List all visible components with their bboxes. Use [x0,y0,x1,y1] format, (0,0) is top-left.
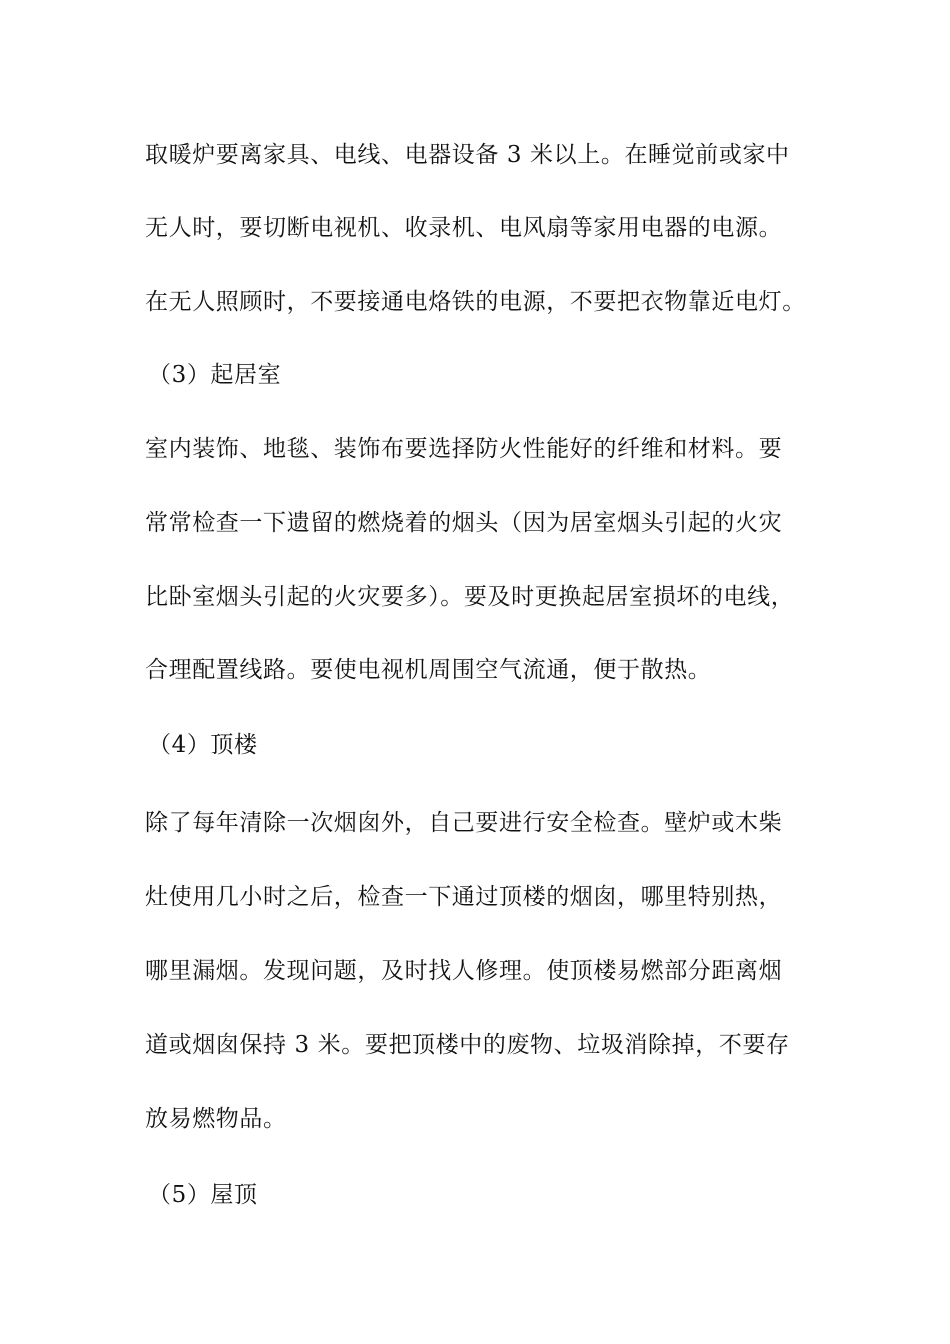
text-line: 比卧室烟头引起的火灾要多）。要及时更换起居室损坏的电线， [145,584,795,610]
text-line: 在无人照顾时，不要接通电烙铁的电源，不要把衣物靠近电灯。 [145,289,806,315]
text-line: 常常检查一下遗留的燃烧着的烟头（因为居室烟头引起的火灾 [145,510,783,536]
section-heading-roof: （5）屋顶 [148,1182,258,1208]
section-heading-attic: （4）顶楼 [148,732,258,758]
text-line: 室内装饰、地毯、装饰布要选择防火性能好的纤维和材料。要 [145,436,783,462]
text-line: 合理配置线路。要使电视机周围空气流通，便于散热。 [145,657,712,683]
text-line: 无人时，要切断电视机、收录机、电风扇等家用电器的电源。 [145,215,783,241]
text-line: 哪里漏烟。发现问题，及时找人修理。使顶楼易燃部分距离烟 [145,958,783,984]
text-line: 取暖炉要离家具、电线、电器设备 3 米以上。在睡觉前或家中 [145,142,790,168]
text-line: 放易燃物品。 [145,1106,287,1132]
text-line: 灶使用几小时之后，检查一下通过顶楼的烟囱，哪里特别热， [145,884,783,910]
section-heading-living-room: （3）起居室 [148,362,282,388]
text-line: 道或烟囱保持 3 米。要把顶楼中的废物、垃圾消除掉，不要存 [145,1032,790,1058]
text-line: 除了每年清除一次烟囱外，自己要进行安全检查。壁炉或木柴 [145,810,783,836]
